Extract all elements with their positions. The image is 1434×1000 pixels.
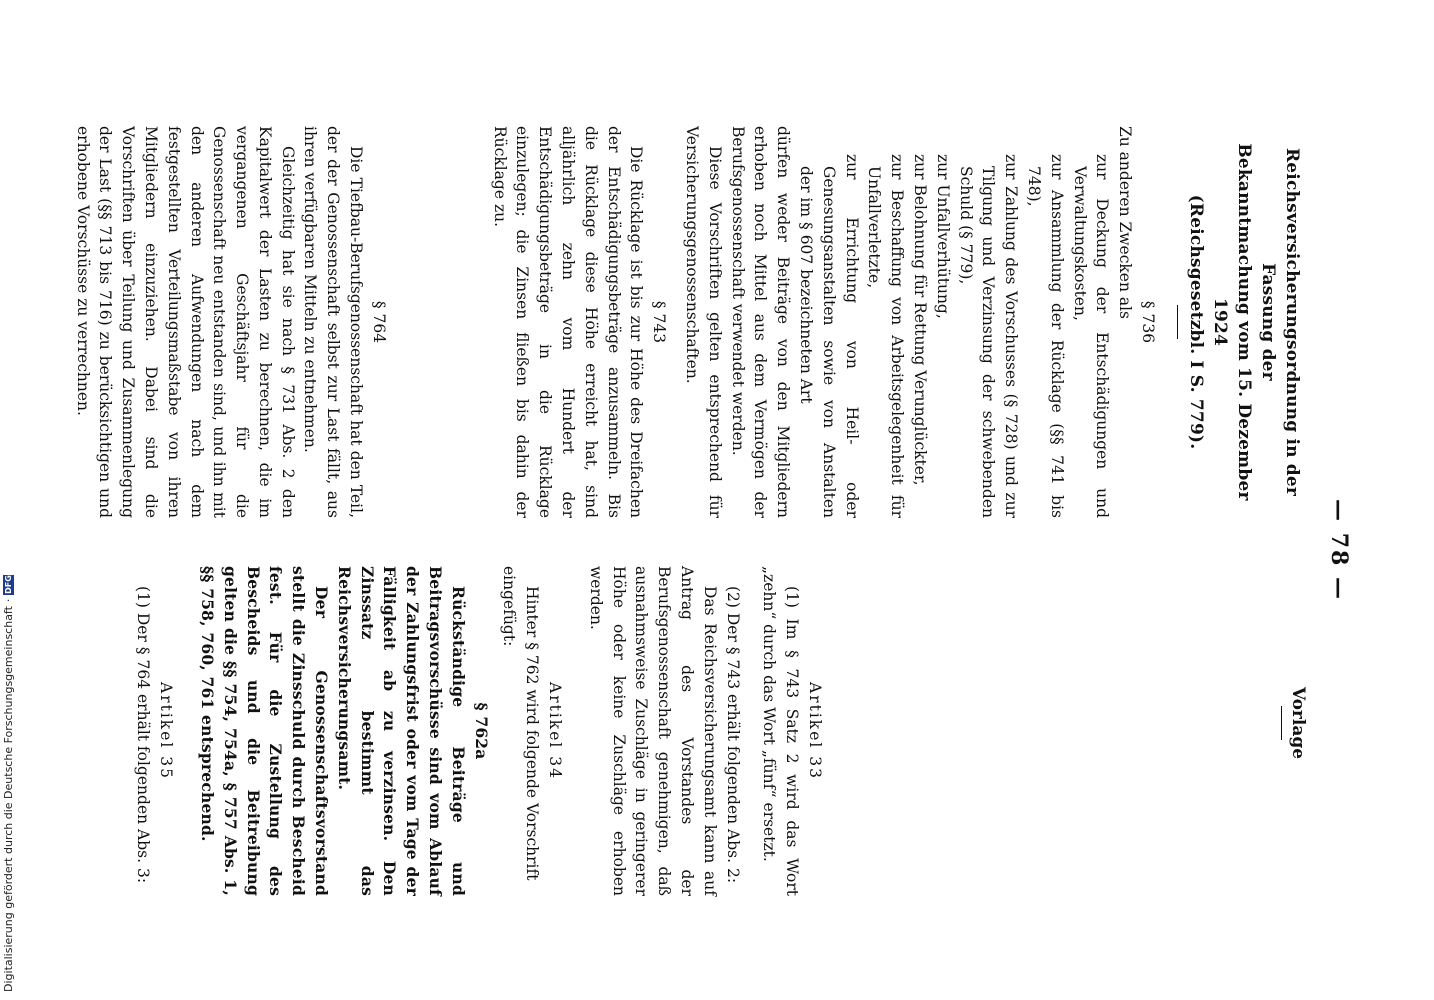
- article-33-paragraph-2-intro: (2) Der § 743 erhält folgenden Abs. 2:: [723, 586, 742, 884]
- section-736-last: Diese Vorschriften gelten entsprechend für Versicherungsgenossenschaften.: [683, 126, 724, 518]
- section-764-body-2: Gleichzeitig hat sie nach § 731 Abs. 2 den Kapitalwert der Lasten zu berechnen, die im vergangenen Geschäftsjahr für die Genossenschaft neu entstanden sind, und ihn mit den anderen Aufwendungen nach dem festgestellten Verteilungsmaßstabe von ihren Mitgliedern einzuziehen. Dabei sind die Vorschriften über Teilung und Zusammenlegung der Last (§§ 713 bis 716) zu berücksichtigen und erhobene Vorschüsse zu verrechnen.: [73, 126, 297, 518]
- section-736-body: dürfen weder Beiträge von den Mitgliedern erhoben noch Mittel aus dem Vermögen der Berufsgenossenschaft verwendet werden.: [728, 126, 793, 518]
- article-35-heading: Artikel 35: [157, 682, 176, 780]
- article-33-paragraph-2-body: Das Reichsversicherungsamt kann auf Antrag des Vorstandes der Berufsgenossenschaft genehmigen, daß ausnahmsweise Zuschläge in geringerer Höhe oder keine Zuschläge erhoben werden.: [586, 566, 719, 896]
- page-number: — 78 —: [1326, 499, 1352, 601]
- footer-separator: ·: [2, 598, 15, 603]
- section-736-item-5: zur Belohnung für Rettung Verunglückter,: [911, 154, 930, 486]
- section-736-item-6: zur Beschaffung von Arbeitsgelegenheit für Unfallverletzte,: [865, 154, 907, 518]
- vorlage-rule: [1281, 706, 1282, 740]
- left-column: [71, 126, 1304, 518]
- article-33-paragraph-1: (1) Im § 743 Satz 2 wird das Wort „zehn“ durch das Wort „fünf“ ersetzt.: [760, 566, 802, 896]
- title-line-1: Reichsversicherungsordnung in der Fassung der: [1258, 147, 1302, 497]
- title-line-3: (Reichsgesetzbl. I S. 779).: [1186, 194, 1206, 450]
- section-736-item-2: zur Ansammlung der Rücklage (§§ 741 bis 748),: [1025, 154, 1066, 518]
- article-35-paragraph-1: (1) Der § 764 erhält folgenden Abs. 3:: [134, 586, 153, 884]
- section-764-body-1: Die Tiefbau-Berufsgenossenschaft hat den Teil, der der Genossenschaft selbst zur Last fällt, aus ihren verfügbaren Mitteln zu entnehmen.: [301, 126, 366, 518]
- article-34-heading: Artikel 34: [546, 682, 565, 780]
- article-33-heading: Artikel 33: [806, 682, 824, 780]
- section-762a-paragraph-2: Der Genossenschaftsvorstand stellt die Zinsschuld durch Bescheid fest. Für die Zustellung des Bescheids und die Beitreibung gelten die §§ 754, 754a, § 757 Abs. 1, §§ 758, 760, 761 entsprechend.: [198, 566, 332, 896]
- section-762a-paragraph-1: Rückständige Beiträge und Beitragsvorschüsse sind vom Ablauf der Zahlungsfrist oder vom Tage der Fälligkeit ab zu verzinsen. Den Zinssatz bestimmt das Reichsversicherungsamt.: [334, 566, 468, 896]
- digitization-footer: [2, 572, 15, 992]
- section-736-heading: § 736: [1139, 300, 1157, 344]
- dfg-logo-icon: DFG: [4, 575, 13, 594]
- article-34-intro: Hinter § 762 wird folgende Vorschrift eingefügt:: [500, 566, 542, 881]
- section-736-intro: Zu anderen Zwecken als: [1116, 126, 1135, 320]
- title-line-2: Bekanntmachung vom 15. Dezember 1924: [1210, 143, 1254, 501]
- section-736-item-4: zur Unfallverhütung,: [933, 154, 952, 319]
- title-rule: [1177, 305, 1178, 339]
- section-736-item-1: zur Deckung der Entschädigungen und Verwaltungskosten,: [1070, 154, 1112, 518]
- section-736-item-3: zur Zahlung des Vorschusses (§ 728) und zur Tilgung und Verzinsung der schwebenden Schuld (§ 779),: [956, 154, 1021, 518]
- document-title: [1177, 126, 1304, 518]
- vorlage-text: Vorlage: [1288, 686, 1308, 760]
- vorlage-label: [1281, 683, 1308, 763]
- section-762a-heading: § 762a: [471, 702, 491, 760]
- section-736-item-7: zur Errichtung von Heil- oder Genesungsanstalten sowie von Anstalten der im § 607 bezeichneten Art: [797, 154, 861, 518]
- section-764-heading: § 764: [369, 300, 388, 344]
- section-743-heading: § 743: [650, 300, 669, 344]
- right-column: [132, 566, 914, 896]
- digitization-note: Digitalisierung gefördert durch die Deutsche Forschungsgemeinschaft: [2, 606, 15, 992]
- section-743-body: Die Rücklage ist bis zur Höhe des Dreifachen der Entschädigungsbeträge anzusammeln. Bis die Rücklage diese Höhe erreicht hat, sind alljährlich zehn vom Hundert der Entschädigungsbeträge in die Rücklage einzulegen; die Zinsen fließen bis dahin der Rücklage zu.: [490, 126, 646, 518]
